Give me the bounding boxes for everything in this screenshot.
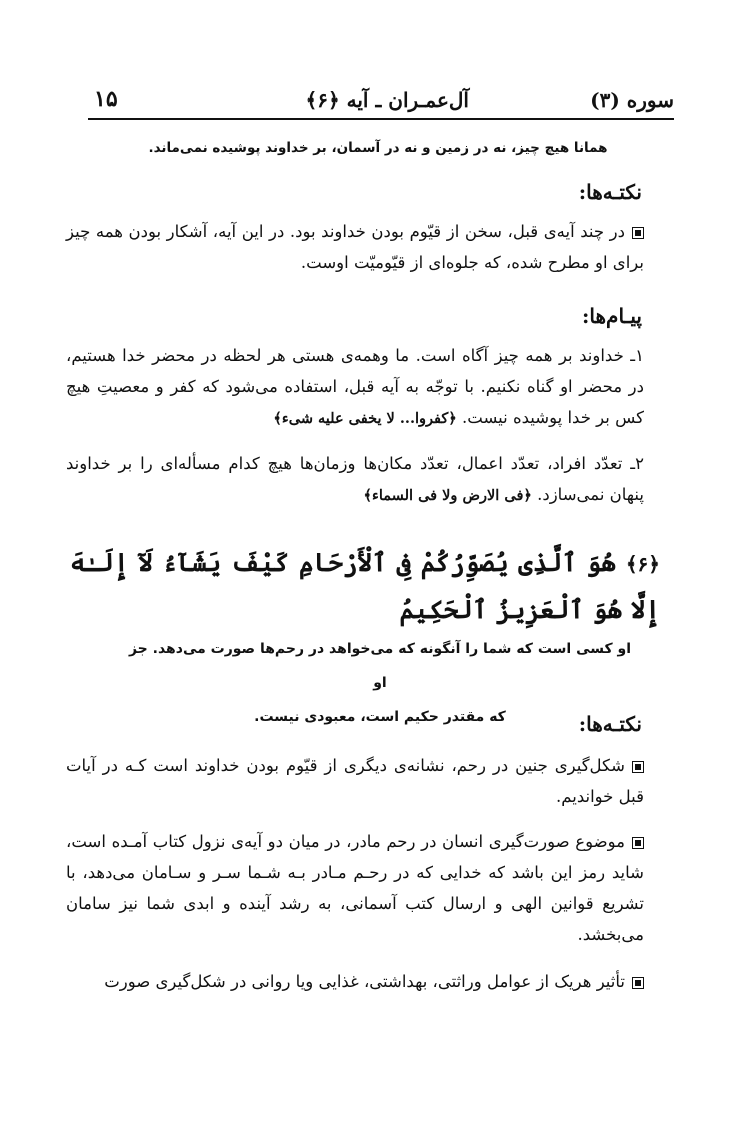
notes-1-paragraph [66, 216, 644, 278]
section-heading-messages: پیـام‌ها: [582, 304, 642, 328]
square-bullet-icon [632, 837, 644, 849]
notes-2-bullet-1 [66, 750, 644, 812]
top-translation: همانا هیچ چیز، نه در زمین و نه در آسمان، بر خداوند پوشیده نمی‌ماند. [148, 140, 608, 156]
message-2-text: ۲ـ تعدّد افراد، تعدّد اعمال، تعدّد مکان‌ها وزمان‌ها هیچ کدام مسأله‌ای را بر خداوند پنهان نمی‌سازد. [66, 454, 644, 504]
page-header [88, 84, 674, 120]
notes-2-bullet-3 [66, 966, 644, 997]
verse-translation-line-1: او کسی است که شما را آنگونه که می‌خواهد در رحم‌ها صورت می‌دهد. جز او [128, 641, 632, 691]
chapter-verse-title: آل‌عمـران ـ آیه ﴿۶﴾ [305, 88, 469, 112]
message-2-quote: ﴿فی الارض ولا فی السماء﴾ [363, 487, 532, 504]
message-item-1 [66, 340, 644, 434]
message-1-text: ۱ـ خداوند بر همه چیز آگاه است. ما وهمه‌ی هستی هر لحظه در محضر خدا هستیم، در محضر او گناه نکنیم. با توجّه به آیه قبل، استفاده می‌شود که کفر و معصیتِ هیچ کس بر خدا پوشیده نیست. [66, 346, 644, 427]
message-item-2 [66, 448, 644, 511]
message-1-quote: ﴿کفروا... لا یخفی علیه شیء﴾ [273, 410, 457, 427]
square-bullet-icon [632, 227, 644, 239]
header-rule [88, 118, 674, 120]
section-heading-notes-2: نکتـه‌ها: [578, 712, 642, 736]
square-bullet-icon [632, 761, 644, 773]
quran-verse [70, 540, 660, 632]
page-number: ۱۵ [94, 86, 118, 112]
verse-text: هُوَ ٱلَّذِى يُصَوِّرُكُمْ فِى ٱلْأَرْحَامِ كَيْفَ يَشَآءُ لَآ إِلَـٰهَ إِلَّا هُوَ ٱلْعَزِيزُ ٱلْحَكِيمُ [70, 548, 660, 624]
square-bullet-icon [632, 977, 644, 989]
surah-label: سوره (۳) [590, 88, 674, 112]
notes-2-bullet-2 [66, 826, 644, 950]
notes-2-bullet-3-text: تأثیر هریک از عوامل وراثتی، بهداشتی، غذایی ویا روانی در شکل‌گیری صورت [104, 972, 625, 991]
verse-translation-line-2: که مقتدر حکیم است، معبودی نیست. [254, 709, 506, 725]
notes-1-text: در چند آیه‌ی قبل، سخن از قیّوم بودن خداوند بود. در این آیه، آشکار بودن همه چیز برای او مطرح شده، که جلوه‌ای از قیّومیّت اوست. [66, 222, 644, 272]
section-heading-notes-1: نکتـه‌ها: [578, 180, 642, 204]
verse-translation [120, 632, 640, 734]
verse-number: ﴿۶﴾ [625, 552, 660, 576]
notes-2-bullet-1-text: شکل‌گیری جنین در رحم، نشانه‌ی دیگری از قیّوم بودن خداوند است کـه در آیات قبل خواندیم. [66, 756, 644, 806]
notes-2-bullet-2-text: موضوع صورت‌گیری انسان در رحم مادر، در میان دو آیه‌ی نزول کتاب آمـده است، شاید رمز این باشد که خدایی که در رحـم مـادر بـه شـما سـر و سـامان می‌دهد، با تشریع قوانین الهی و ارسال کتب آسمانی، به رشد آینده و ابدی شما نیز سامان می‌بخشد. [66, 832, 644, 944]
